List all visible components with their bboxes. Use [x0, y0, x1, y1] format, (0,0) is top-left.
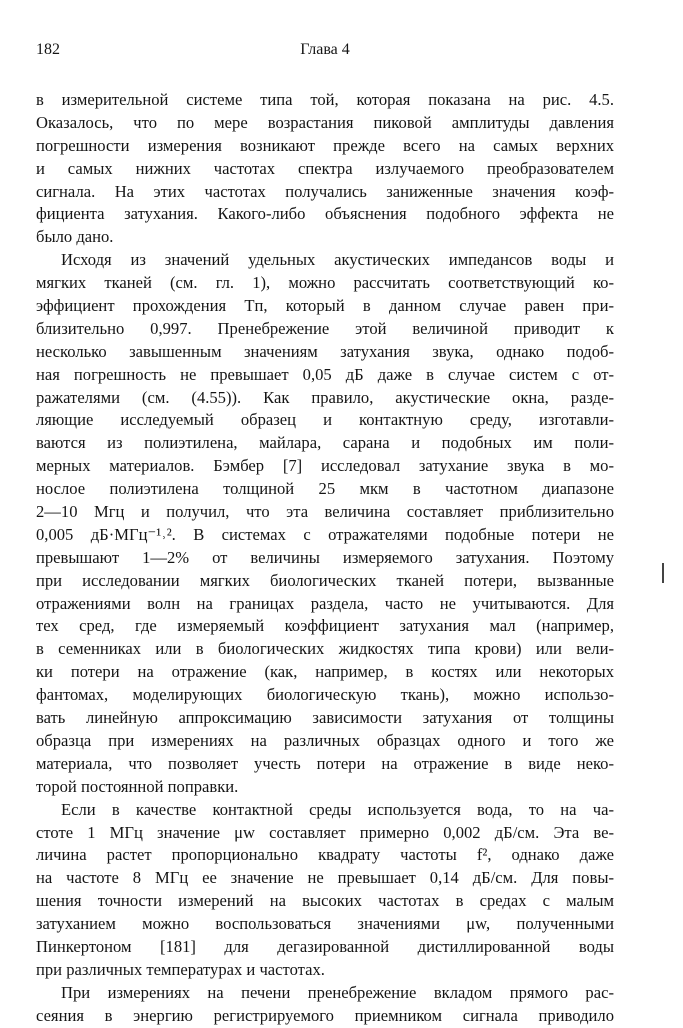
text-line: и самых нижних частотах спектра излучаемого преобразователем	[36, 158, 614, 178]
text-line: при различных температурах и частотах.	[36, 959, 325, 979]
text-line: Исходя из значений удельных акустических импедансов воды и	[61, 250, 614, 270]
text-line: фициента затухания. Какого-либо объяснения подобного эффекта не	[36, 204, 614, 224]
text-line: эффициент прохождения Tп, который в данном случае равен при-	[36, 296, 614, 316]
text-line: ки потери на отражение (как, например, в костях или некоторых	[36, 662, 614, 682]
text-line: 2—10 Мгц и получил, что эта величина составляет приблизительно	[36, 502, 614, 522]
text-line: в семенниках или в биологических жидкостях типа крови) или вели-	[36, 639, 614, 659]
page-number: 182	[36, 41, 60, 58]
text-line: торой постоянной поправки.	[36, 776, 239, 796]
text-line: близительно 0,997. Пренебрежение этой величиной приводит к	[36, 318, 614, 338]
text-line: тех сред, где измеряемый коэффициент затухания мал (например,	[36, 616, 614, 636]
text-line: затуханием можно воспользоваться значениями μw, полученными	[36, 914, 614, 934]
text-line: мерных материалов. Бэмбер [7] исследовал затухание звука в мо-	[36, 456, 614, 476]
text-line: отражениями волн на границах раздела, часто не учитываются. Для	[36, 593, 614, 613]
text-line: было дано.	[36, 227, 114, 247]
running-head: Глава 4	[300, 41, 350, 58]
text-line: личина растет пропорционально квадрату частоты f², однако даже	[36, 845, 614, 865]
text-line: стоте 1 МГц значение μw составляет примерно 0,002 дБ/см. Эта ве-	[36, 822, 614, 842]
text-line: образца при измерениях на различных образцах одного и того же	[36, 730, 614, 750]
text-line: 0,005 дБ·МГц⁻¹˒². В системах с отражателями подобные потери не	[36, 524, 614, 544]
text-line: ляющие исследуемый образец и контактную среду, изготавли-	[36, 410, 614, 430]
text-line: Если в качестве контактной среды используется вода, то на ча-	[61, 799, 614, 819]
text-line: сеяния в энергию регистрируемого приемником сигнала приводило	[36, 1005, 614, 1025]
body-text	[36, 89, 614, 1028]
text-line: шения точности измерений на высоких частотах в средах с малым	[36, 891, 614, 911]
text-line: ваются из полиэтилена, майлара, сарана и подобных им поли-	[36, 433, 614, 453]
text-line: ражателями (см. (4.55)). Как правило, акустические окна, разде-	[36, 387, 614, 407]
text-line: в измерительной системе типа той, которая показана на рис. 4.5.	[36, 90, 614, 109]
text-line: превышают 1—2% от величины измеряемого затухания. Поэтому	[36, 547, 614, 567]
text-line: сигнала. На этих частотах получались заниженные значения коэф-	[36, 181, 614, 201]
text-line: при исследовании мягких биологических тканей потери, вызванные	[36, 570, 614, 590]
text-line: При измерениях на печени пренебрежение вкладом прямого рас-	[61, 982, 614, 1002]
text-line: фантомах, моделирующих биологическую ткань), можно использо-	[36, 685, 614, 705]
text-line: материала, что позволяет учесть потери на отражение в виде неко-	[36, 753, 614, 773]
text-line: Оказалось, что по мере возрастания пиковой амплитуды давления	[36, 112, 614, 132]
text-line: погрешности измерения возникают прежде всего на самых верхних	[36, 135, 614, 155]
text-line: на частоте 8 МГц ее значение не превышает 0,14 дБ/см. Для повы-	[36, 868, 614, 888]
text-line: мягких тканей (см. гл. 1), можно рассчитать соответствующий ко-	[36, 273, 614, 293]
page-header	[36, 41, 614, 65]
text-line: вать линейную аппроксимацию зависимости затухания от толщины	[36, 708, 614, 728]
text-line: ная погрешность не превышает 0,05 дБ даже в случае систем с от-	[36, 364, 614, 384]
text-line: Пинкертоном [181] для дегазированной дистиллированной воды	[36, 936, 614, 956]
text-line: нослое полиэтилена толщиной 25 мкм в частотном диапазоне	[36, 479, 614, 499]
text-line: несколько завышенным значениям затухания звука, однако подоб-	[36, 341, 614, 361]
scan-artifact-mark	[662, 563, 664, 583]
